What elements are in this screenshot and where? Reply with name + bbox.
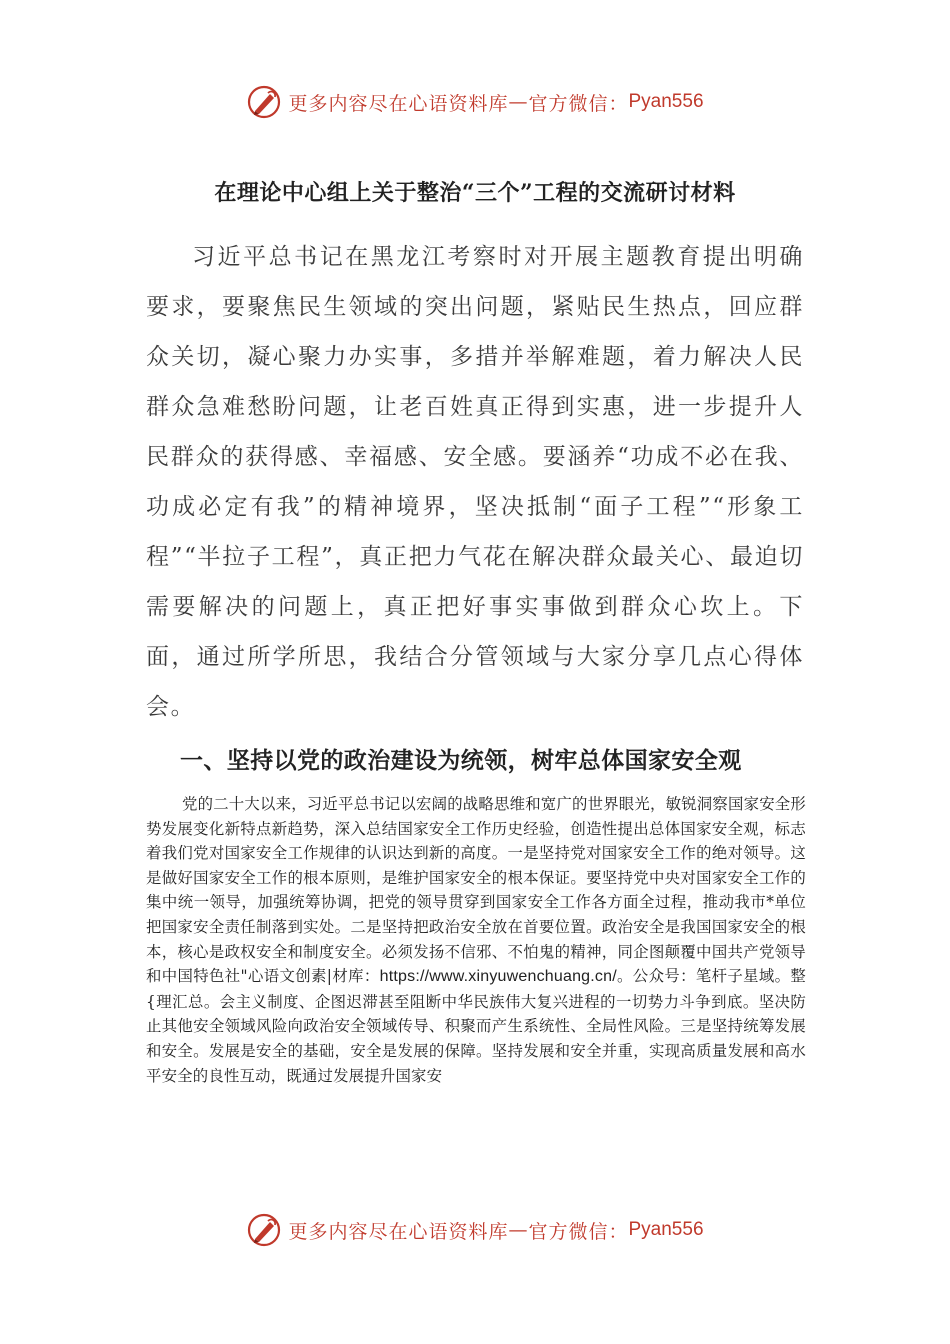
banner-text: 更多内容尽在心语资料库 [288, 1220, 509, 1243]
body-text-part2: 。公众号：笔杆子星域。整{理汇总。会主义制度、企图迟滞甚至阻断中华民族伟大复兴进程的一切势力斗争到底。坚决防止其他安全领域风险向政治安全领域传导、积聚而产生系统性、全局性风险。三是坚持统筹发展和安全。发展是安全的基础，安全是发展的保障。坚持发展和安全并重，实现高质量发展和高水平安全的良性互动，既通过发展提升国家安 [146, 967, 806, 1085]
banner-text: 更多内容尽在心语资料库 [288, 92, 509, 115]
footer-banner [0, 1210, 950, 1250]
document-title: 在理论中心组上关于整治“三个”工程的交流研讨材料 [214, 180, 736, 206]
pen-logo-icon [246, 1212, 282, 1248]
body-url-link[interactable]: https://www.xinyuwenchuang.cn/ [379, 968, 617, 986]
banner-separator: — [508, 91, 529, 113]
banner-label: 官方微信： [528, 1220, 629, 1243]
banner-handle: Pyan556 [628, 91, 704, 112]
header-banner [0, 82, 950, 122]
banner-separator: — [508, 1219, 529, 1241]
banner-handle: Pyan556 [628, 1219, 704, 1240]
section-heading: 一、坚持以党的政治建设为统领，树牢总体国家安全观 [180, 747, 742, 774]
banner-label: 官方微信： [528, 92, 629, 115]
section-body-paragraph [146, 792, 806, 1088]
pen-logo-icon [246, 84, 282, 120]
body-text-part1: 党的二十大以来，习近平总书记以宏阔的战略思维和宽广的世界眼光，敏锐洞察国家安全形势发展变化新特点新趋势，深入总结国家安全工作历史经验，创造性提出总体国家安全观，标志着我们党对国家安全工作规律的认识达到新的高度。一是坚持党对国家安全工作的绝对领导。这是做好国家安全工作的根本原则，是维护国家安全的根本保证。要坚持党中央对国家安全工作的集中统一领导，加强统筹协调，把党的领导贯穿到国家安全工作各方面全过程，推动我市*单位把国家安全责任制落到实处。二是坚持把政治安全放在首要位置。政治安全是我国国家安全的根本，核心是政权安全和制度安全。必须发扬不信邪、不怕鬼的精神，同企图颠覆中国共产党领导和中国特色社"心语文创素|材库： [146, 795, 806, 986]
intro-paragraph: 习近平总书记在黑龙江考察时对开展主题教育提出明确要求，要聚焦民生领域的突出问题，紧贴民生热点，回应群众关切，凝心聚力办实事，多措并举解难题，着力解决人民群众急难愁盼问题，让老百姓真正得到实惠，进一步提升人民群众的获得感、幸福感、安全感。要涵养“功成不必在我、功成必定有我”的精神境界，坚决抵制“面子工程”“形象工程”“半拉子工程”，真正把力气花在解决群众最关心、最迫切需要解决的问题上，真正把好事实事做到群众心坎上。下面，通过所学所思，我结合分管领域与大家分享几点心得体会。 [146, 244, 804, 720]
